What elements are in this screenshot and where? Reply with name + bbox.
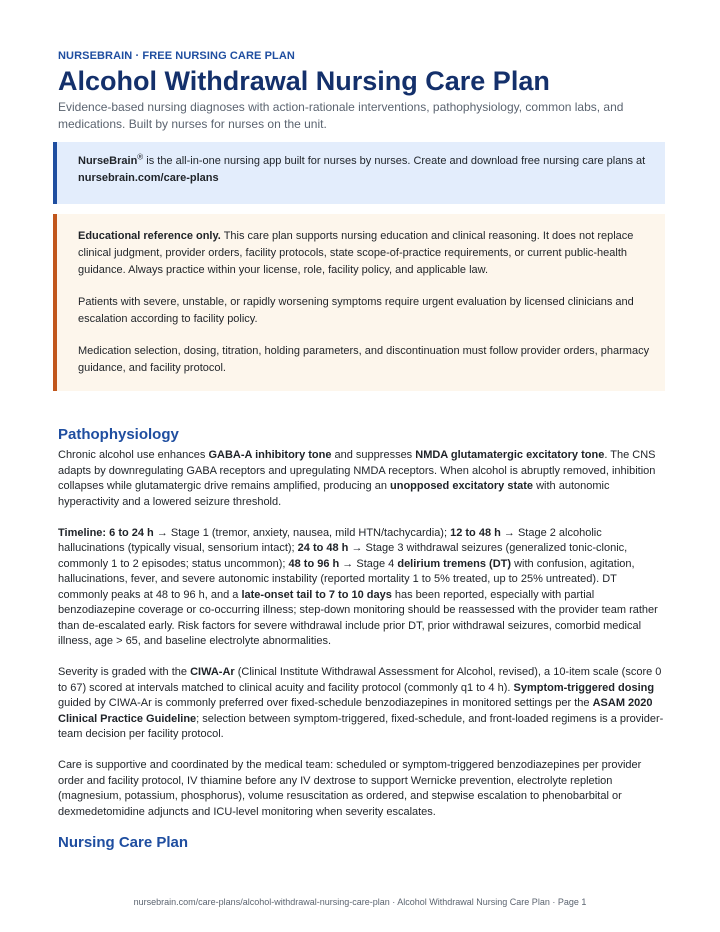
emphasis: GABA-A inhibitory tone xyxy=(208,449,332,461)
promo-text xyxy=(78,142,648,187)
emphasis: Symptom-triggered dosing xyxy=(513,681,655,694)
promo-link[interactable]: nursebrain.com/care-plans xyxy=(78,172,219,184)
emphasis: delirium tremens (DT) xyxy=(397,557,512,570)
disclaimer-text-1: This care plan supports nursing education and clinical reasoning. It does not replace clinical judgment, provider orders, facility protocols, state scope-of-practice requirements, or current public-health guidance. Always practice within your license, role, facility policy, and applicable law. xyxy=(78,230,634,276)
text-run: guided by CIWA-Ar is commonly preferred over fixed-schedule benzodiazepines in monitored settings per the xyxy=(58,697,593,709)
patho-paragraph-2 xyxy=(58,526,664,650)
text-run: Chronic alcohol use enhances xyxy=(58,449,209,461)
text-run: → Stage 2 alcoholic hallucinations (typically visual, sensorium intact); xyxy=(58,526,602,554)
pathophysiology-body xyxy=(58,448,664,836)
section-heading-care-plan: Nursing Care Plan xyxy=(58,834,189,851)
text-run: with confusion, agitation, hallucinations, fever, and severe autonomic instability (reported mortality 1 to 5% treated, up to 25% untreated). DT commonly peaks at 48 to 96 h, and a xyxy=(58,557,635,601)
disclaimer-paragraph-3: Medication selection, dosing, titration, holding parameters, and discontinuation must follow provider orders, pharmacy guidance, and facility protocol. xyxy=(78,345,650,374)
section-heading-pathophysiology: Pathophysiology xyxy=(58,426,179,443)
emphasis: 12 to 48 h xyxy=(450,526,501,539)
text-run: Severity is graded with the xyxy=(58,666,191,678)
page-subtitle: Evidence-based nursing diagnoses with action-rationale interventions, pathophysiology, common labs, and medications. Built by nurses for nurses on the unit. xyxy=(58,100,624,131)
text-run: → Stage 3 withdrawal seizures (generalized tonic-clonic, commonly 1 to 2 episodes; status uncommon); xyxy=(58,542,628,570)
patho-paragraph-4: Care is supportive and coordinated by the medical team: scheduled or symptom-triggered benzodiazepines per provider order and facility protocol, IV thiamine before any IV dextrose to support Wernicke prevention, electrolyte repletion (magnesium, potassium, phosphorus), volume resuscitation as ordered, and stepwise escalation to phenobarbital or dexmedetomidine adjuncts and ICU-level monitoring when severity escalates. xyxy=(58,759,642,818)
text-run: → Stage 4 xyxy=(339,557,398,570)
registered-mark: ® xyxy=(137,152,144,162)
text-run: → Stage 1 (tremor, anxiety, nausea, mild HTN/tachycardia); xyxy=(153,526,451,539)
emphasis: late-onset tail to 7 to 10 days xyxy=(241,588,392,601)
kicker-label: NURSEBRAIN · FREE NURSING CARE PLAN xyxy=(58,50,295,62)
emphasis: Timeline: 6 to 24 h xyxy=(58,526,154,539)
emphasis: NMDA glutamatergic excitatory tone xyxy=(415,449,605,461)
disclaimer-paragraph-1 xyxy=(78,214,653,279)
emphasis: ASAM 2020 Clinical Practice Guideline xyxy=(58,697,653,725)
emphasis: 24 to 48 h xyxy=(297,542,349,554)
text-run: ; selection between symptom-triggered, fixed-schedule, and front-loaded regimens is a provider-team decision per facility protocol. xyxy=(58,712,664,740)
emphasis: unopposed excitatory state xyxy=(390,480,534,492)
emphasis: CIWA-Ar xyxy=(190,666,235,678)
page-footer: nursebrain.com/care-plans/alcohol-withdrawal-nursing-care-plan · Alcohol Withdrawal Nursing Care Plan · Page 1 xyxy=(133,897,587,907)
emphasis: 48 to 96 h xyxy=(288,557,340,570)
text-run: (Clinical Institute Withdrawal Assessment for Alcohol, revised), a 10-item scale (score 0 to 67) scored at intervals matched to clinical acuity and facility protocol (commonly q1 to 4 h). xyxy=(58,666,662,694)
disclaimer-paragraph-2: Patients with severe, unstable, or rapidly worsening symptoms require urgent evaluation by licensed clinicians and escalation according to facility policy. xyxy=(78,296,634,325)
disclaimer-callout xyxy=(53,214,665,391)
text-run: . The CNS adapts by downregulating GABA receptors and upregulating NMDA receptors. When alcohol is abruptly removed, inhibition collapses while glutamatergic drive remains amplified, producing an xyxy=(58,449,656,492)
promo-body: is the all-in-one nursing app built for nurses by nurses. Create and download free nursing care plans at xyxy=(143,155,646,167)
disclaimer-lead: Educational reference only. xyxy=(78,230,221,242)
text-run: with autonomic hyperactivity and a lowered seizure threshold. xyxy=(58,480,610,508)
patho-paragraph-1 xyxy=(58,448,664,510)
text-run: and suppresses xyxy=(331,449,416,461)
patho-paragraph-3 xyxy=(58,665,664,743)
promo-callout xyxy=(53,142,665,204)
promo-brand: NurseBrain xyxy=(78,155,138,167)
page-title: Alcohol Withdrawal Nursing Care Plan xyxy=(58,66,550,96)
text-run: has been reported, especially with partial benzodiazepine coverage or co-occurring illness; step-down monitoring should be reassessed with the provider team rather than de-escalated early. Risk factors for severe withdrawal include prior DT, prior withdrawal seizures, comorbid medical illness, age > 65, and baseline electrolyte abnormalities. xyxy=(58,588,658,647)
